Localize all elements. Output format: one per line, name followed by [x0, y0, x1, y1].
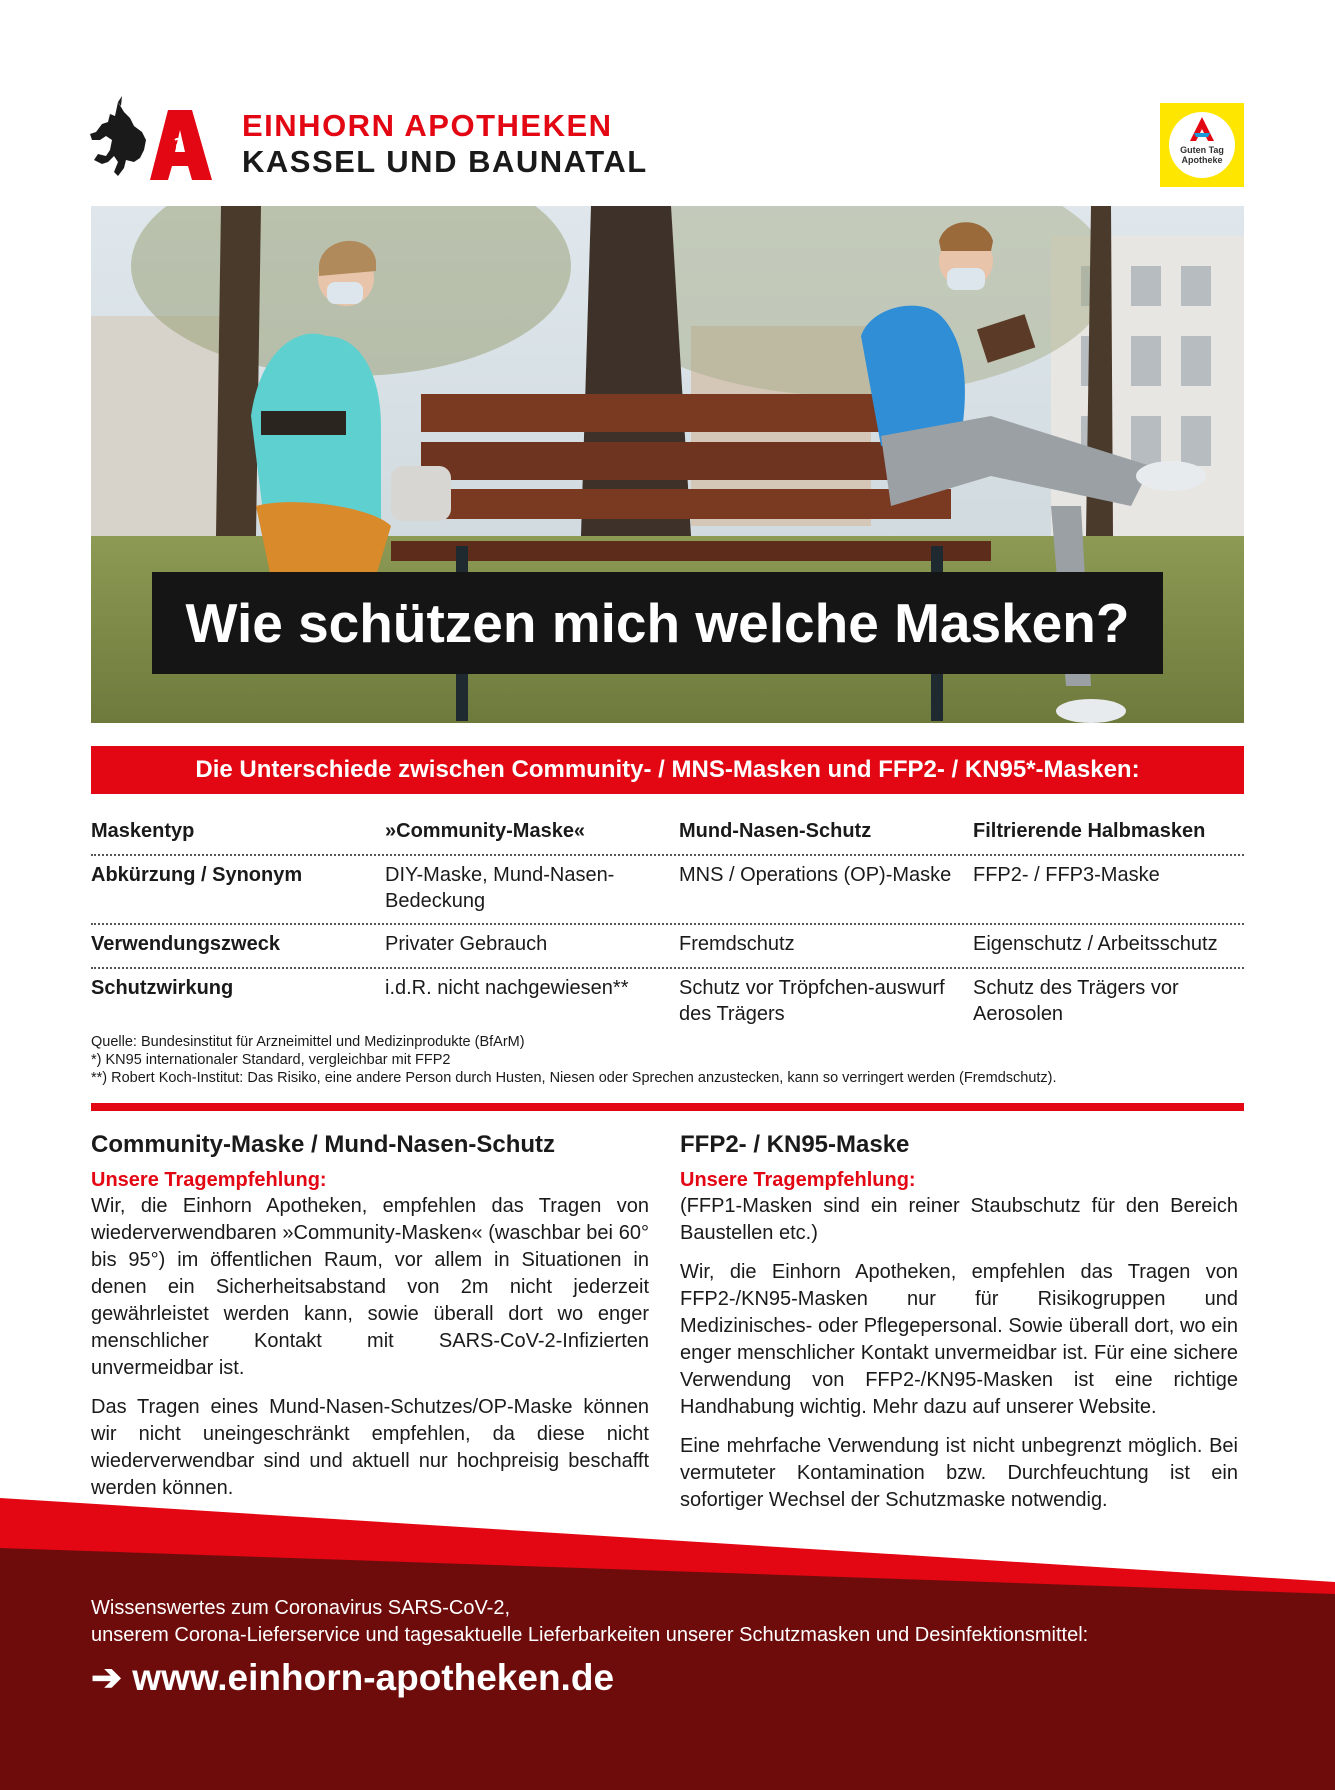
table-notes: [91, 1033, 1244, 1087]
comparison-title-bar: [91, 746, 1244, 794]
table-cell: i.d.R. nicht nachgewiesen**: [385, 977, 629, 999]
comparison-title: Die Unterschiede zwischen Community- / MNS-Masken und FFP2- / KN95*-Masken:: [195, 756, 1140, 783]
table-row: [91, 969, 1244, 1033]
table-cell: Schutz vor Tröpfchen-auswurf des Trägers: [679, 977, 945, 1025]
divider: [91, 1103, 1244, 1111]
paragraph: Das Tragen eines Mund-Nasen-Schutzes/OP-Maske können wir nicht uneingeschränkt empfehlen, da diese nicht wiederverwendbar sind und aktuell nur hochpreisig beschafft werden können.: [91, 1396, 649, 1499]
brand-location: KASSEL UND BAUNATAL: [242, 144, 648, 179]
header-cell: Filtrierende Halbmasken: [973, 820, 1206, 842]
table-cell: Fremdschutz: [679, 933, 795, 955]
table-cell: Schutz des Trägers vor Aerosolen: [973, 977, 1179, 1025]
unicorn-icon: [90, 96, 146, 176]
paragraph: (FFP1-Masken sind ein reiner Staubschutz für den Bereich Baustellen etc.): [680, 1195, 1238, 1244]
brand-logo: [88, 96, 213, 182]
section-subtitle: Unsere Tragempfehlung:: [680, 1169, 916, 1191]
source-note: Quelle: Bundesinstitut für Arzneimittel und Medizinprodukte (BfArM): [91, 1034, 525, 1050]
arrow-icon: ➔: [91, 1657, 123, 1698]
header-cell: »Community-Maske«: [385, 820, 586, 842]
community-mask-section: [91, 1129, 649, 1514]
tree-trunk: [216, 206, 261, 536]
footer-line: Wissenswertes zum Coronavirus SARS-CoV-2,: [91, 1597, 511, 1619]
paragraph: Wir, die Einhorn Apotheken, empfehlen das Tragen von FFP2-/KN95-Masken nur für Risikogruppen und Medizinisches- oder Pflegepersonal. Sowie überall dort, wo ein enger menschlicher Kontakt unvermeidbar ist. Für eine sichere Verwendung von FFP2-/KN95-Masken ist eine richtige Handhabung wichtig. Mehr dazu auf unserer Website.: [680, 1261, 1238, 1418]
row-label: Verwendungszweck: [91, 933, 280, 955]
table-header-row: [91, 812, 1244, 856]
footer-line: unserem Corona-Lieferservice und tagesaktuelle Lieferbarkeiten unserer Schutzmasken und Desinfektionsmittel:: [91, 1624, 1089, 1646]
footer-info: [91, 1595, 1271, 1649]
website-link[interactable]: [91, 1656, 614, 1700]
headline-box: [152, 572, 1163, 674]
header-cell: Maskentyp: [91, 820, 195, 842]
website-url[interactable]: www.einhorn-apotheken.de: [132, 1657, 615, 1698]
ffp2-mask-section: [680, 1129, 1238, 1526]
table-cell: FFP2- / FFP3-Maske: [973, 864, 1160, 886]
svg-text:Guten Tag: Guten Tag: [1180, 145, 1224, 155]
section-title: FFP2- / KN95-Maske: [680, 1131, 910, 1158]
paragraph: Wir, die Einhorn Apotheken, empfehlen das Tragen von wiederverwendbaren »Community-Masken« (waschbar bei 60° bis 95°) im öffentlichen Raum, vor allem in Situationen in denen ein Sicherheitsabstand von 2m nicht jederzeit gewährleistet werden kann, sowie überall dort wo enger menschlicher Kontakt mit SARS-CoV-2-Infizierten unvermeidbar ist.: [91, 1195, 649, 1379]
row-label: Schutzwirkung: [91, 977, 234, 999]
section-title: Community-Maske / Mund-Nasen-Schutz: [91, 1131, 556, 1158]
table-row: [91, 856, 1244, 925]
guten-tag-apotheke-badge: [1160, 103, 1244, 187]
table-cell: MNS / Operations (OP)-Maske: [679, 864, 952, 886]
table-cell: DIY-Maske, Mund-Nasen-Bedeckung: [385, 864, 615, 912]
svg-text:Apotheke: Apotheke: [1181, 155, 1223, 165]
comparison-table: [91, 812, 1244, 1033]
section-subtitle: Unsere Tragempfehlung:: [91, 1169, 327, 1191]
header-cell: Mund-Nasen-Schutz: [679, 820, 872, 842]
footnote: *) KN95 internationaler Standard, vergleichbar mit FFP2: [91, 1052, 451, 1068]
table-cell: Eigenschutz / Arbeitsschutz: [973, 933, 1218, 955]
table-cell: Privater Gebrauch: [385, 933, 548, 955]
row-label: Abkürzung / Synonym: [91, 864, 303, 886]
paragraph: Eine mehrfache Verwendung ist nicht unbegrenzt möglich. Bei vermuteter Kontamination bzw. Durchfeuchtung ist ein sofortiger Wechsel der Schutzmaske notwendig.: [680, 1435, 1238, 1511]
brand-name: EINHORN APOTHEKEN: [242, 108, 613, 143]
table-row: [91, 925, 1244, 969]
main-headline: Wie schützen mich welche Masken?: [185, 592, 1130, 654]
footnote: **) Robert Koch-Institut: Das Risiko, eine andere Person durch Husten, Niesen oder Sprechen anzustecken, kann so verringert werden (Fremdschutz).: [91, 1070, 1057, 1086]
pharmacy-a-icon: [150, 110, 212, 180]
